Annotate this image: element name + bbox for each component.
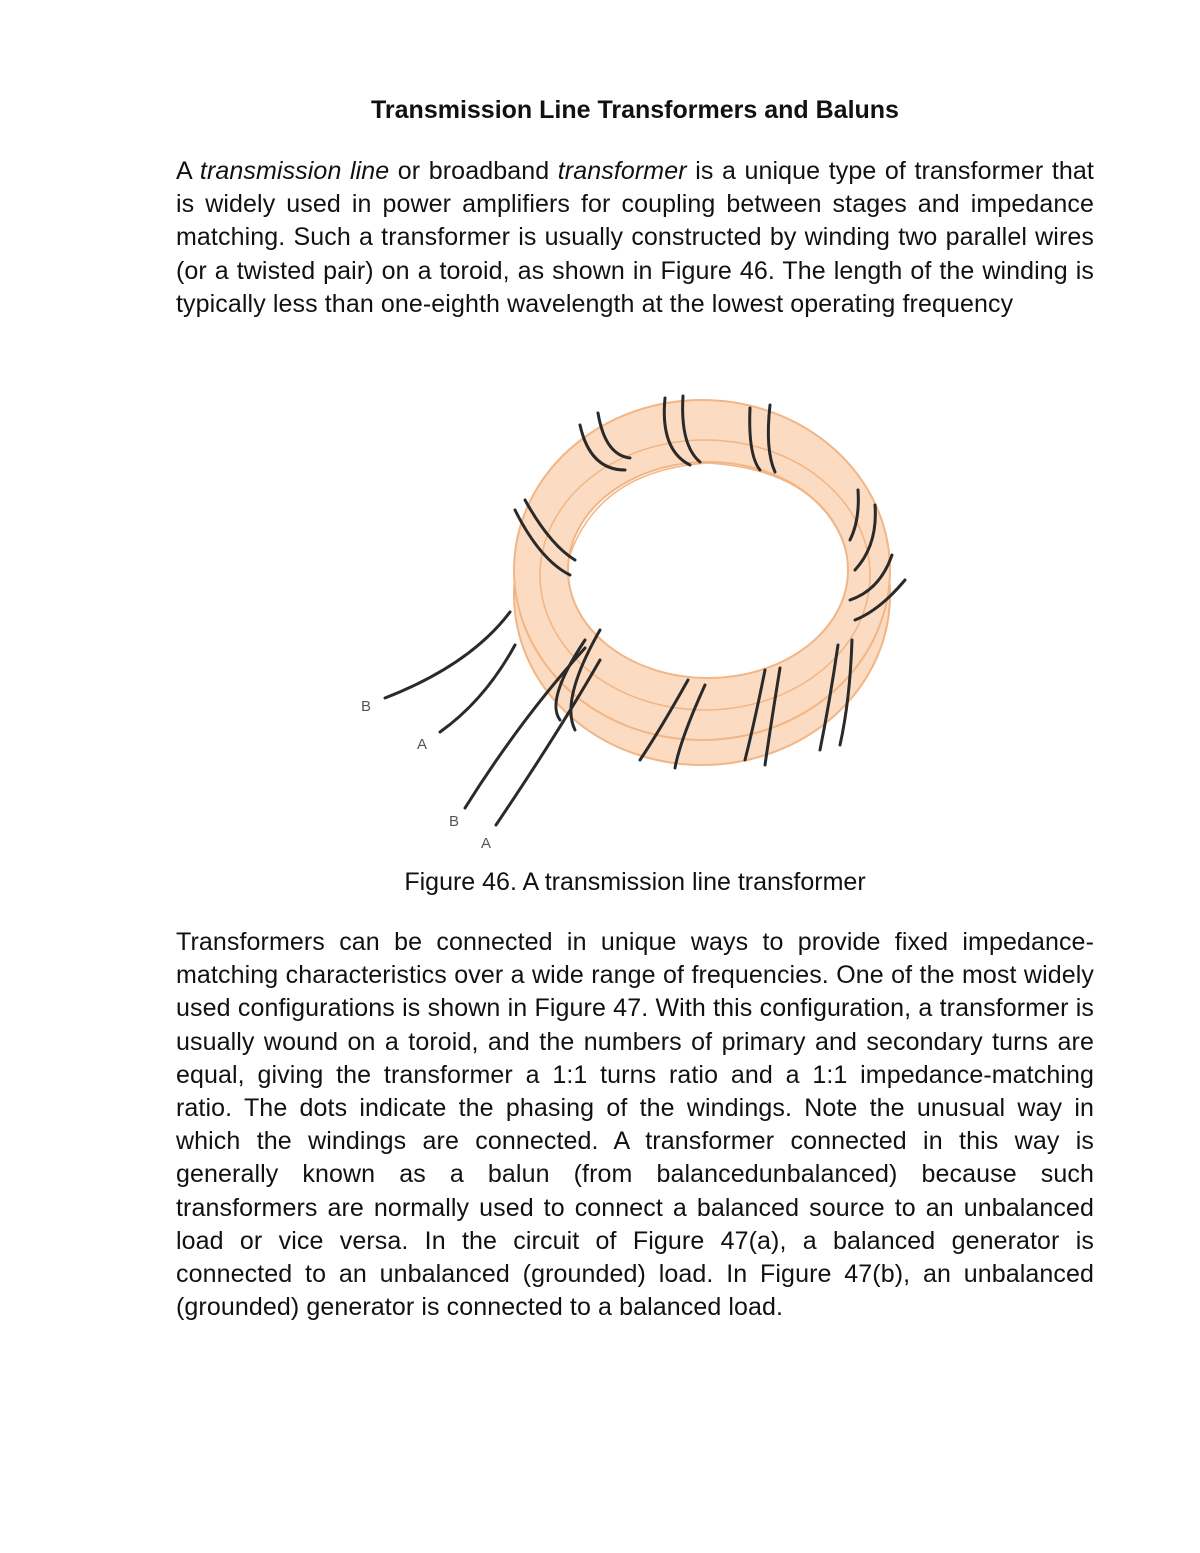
term-transmission-line: transmission line bbox=[199, 157, 390, 185]
document-title: Transmission Line Transformers and Baluns bbox=[371, 96, 899, 124]
balun-paragraph: Transformers can be connected in unique ways to provide fixed impedance-matching characteristics over a wide range of frequencies. One of the most widely used configurations is shown in Figure 47. With this configuration, a transformer is usually wound on a toroid, and the numbers of primary and secondary turns are equal, giving the transformer a 1:1 turns ratio and a 1:1 impedance-matching ratio. The dots indicate the phasing of the windings. Note the unusual way in which the windings are connected. A transformer connected in this way is generally known as a balun (from balancedunbalanced) because such transformers are normally used to connect a balanced source to an unbalanced load or vice versa. In the circuit of Figure 47(a), a balanced generator is connected to an unbalanced (grounded) load. In Figure 47(b), an unbalanced (grounded) generator is connected to a balanced load. bbox=[176, 928, 1094, 1322]
lead-label-a-2: A bbox=[481, 835, 492, 852]
term-transformer: transformer bbox=[557, 157, 687, 185]
lead-label-b-1: B bbox=[361, 698, 372, 715]
toroid-core-hole bbox=[568, 462, 848, 678]
figure-caption: Figure 46. A transmission line transformer bbox=[404, 868, 866, 896]
lead-label-a-1: A bbox=[417, 736, 428, 753]
intro-prefix: A bbox=[176, 157, 200, 185]
toroid-transformer-figure bbox=[340, 380, 920, 860]
intro-middle: or broadband bbox=[389, 157, 558, 185]
intro-rest: is a unique type of transformer that is widely used in power amplifiers for coupling between stages and impedance matching. Such a transformer is usually constructed by winding two parallel wires (or a twisted pair) on a toroid, as shown in Figure 46. The length of the winding is typically less than one-eighth wavelength at the lowest operating frequency bbox=[176, 157, 1094, 318]
intro-paragraph bbox=[176, 155, 1094, 321]
lead-label-b-2: B bbox=[449, 813, 460, 830]
